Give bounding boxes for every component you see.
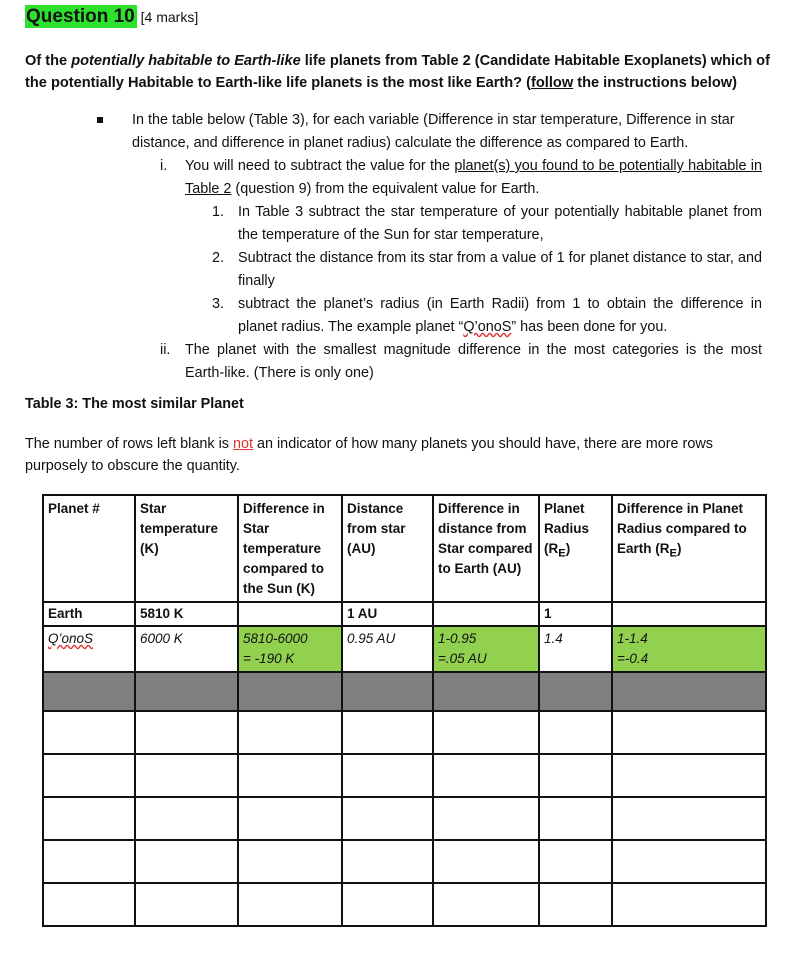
table-row [43,840,766,883]
example-diff-temp-calc: 5810-6000 [243,631,308,646]
table-cell[interactable] [342,754,433,797]
table-cell[interactable] [238,797,342,840]
example-planet-name: Q’onoS [48,631,94,646]
note-text-b: an indicator of how many planets you should have, there are more rows purposely to obscure the quantity. [25,436,713,474]
step-3-text-a: subtract the planet’s radius (in Earth Radii) from 1 to obtain the difference in planet radius. The example planet “ [238,296,762,335]
step-3-planet: Q’onoS [463,319,512,335]
table-cell[interactable] [612,754,766,797]
table-row-example [43,626,766,672]
question-prompt [25,50,770,94]
table-cell[interactable] [539,797,612,840]
header-diff-radius-text: Difference in Planet Radius compared to Earth (R [617,501,747,556]
example-diff-temp-result: = -190 K [243,651,295,666]
note-text-a: The number of rows left blank is [25,436,233,452]
table-cell[interactable] [43,754,135,797]
blank-rows-note [25,433,765,477]
step-3-number: 3. [212,296,225,312]
instruction-i-text-a: You will need to subtract the value for the [185,158,455,174]
header-planet: Planet # [43,495,135,602]
instruction-i-number: i. [160,158,168,174]
table-cell[interactable] [342,883,433,926]
table-cell[interactable] [135,711,238,754]
header-diff-radius-sub: E [669,547,678,560]
step-1: In Table 3 subtract the star temperature of your potentially habitable planet from the temperature of the Sun for star temperature, [238,204,762,243]
table-cell[interactable] [238,840,342,883]
cell-example-diff-radius [612,626,766,672]
table-cell[interactable] [43,711,135,754]
table-row-earth [43,602,766,626]
instruction-ii-number: ii. [160,342,171,358]
table-cell[interactable] [539,883,612,926]
cell-earth-diff-temp [238,602,342,626]
table-cell[interactable] [43,797,135,840]
prompt-text-3: the instructions below) [573,75,737,91]
table-header-row [43,495,766,602]
table-cell[interactable] [612,797,766,840]
prompt-emphasis: potentially habitable to Earth-like [71,53,301,69]
table-cell[interactable] [612,840,766,883]
table-row-separator [43,672,766,711]
example-diff-dist-result: =.05 AU [438,651,487,666]
bullet-icon [97,117,103,123]
table-row [43,711,766,754]
table-cell[interactable] [433,797,539,840]
table-cell[interactable] [135,754,238,797]
cell-example-diff-temp [238,626,342,672]
header-star-temp: Star temperature (K) [135,495,238,602]
cell-earth-diff-dist [433,602,539,626]
cell-earth-temp: 5810 K [135,602,238,626]
prompt-text-2: life planets from Table 2 (Candidate Habitable Exoplanets) which of the potentially Habitable to Earth-like life planets is the most like Earth? ( [25,53,770,91]
table-cell[interactable] [612,711,766,754]
table-cell[interactable] [342,840,433,883]
cell-earth-diff-radius [612,602,766,626]
header-diff-radius [612,495,766,602]
table-cell[interactable] [135,840,238,883]
table-3 [42,494,767,927]
cell-example-dist: 0.95 AU [342,626,433,672]
table-cell[interactable] [433,754,539,797]
table-cell[interactable] [433,840,539,883]
table-caption: Table 3: The most similar Planet [25,396,244,412]
header-radius-close: ) [565,541,571,556]
step-3-text-b: ” has been done for you. [511,319,668,335]
question-header [25,6,198,28]
table-cell[interactable] [135,883,238,926]
header-distance: Distance from star (AU) [342,495,433,602]
prompt-text-1: Of the [25,53,72,69]
step-2-number: 2. [212,250,225,266]
table-cell[interactable] [238,883,342,926]
instruction-bullet: In the table below (Table 3), for each variable (Difference in star temperature, Difference in star distance, and difference in planet radius) calculate the difference as compared to Earth. [132,112,735,151]
table-cell[interactable] [342,797,433,840]
table-cell[interactable] [612,883,766,926]
header-diff-radius-close: ) [677,541,682,556]
step-1-number: 1. [212,204,225,220]
cell-example-temp: 6000 K [135,626,238,672]
prompt-follow: follow [531,75,574,91]
cell-example-diff-dist [433,626,539,672]
header-radius [539,495,612,602]
question-title: Question 10 [26,6,135,27]
instruction-i [185,155,762,201]
table-cell[interactable] [238,711,342,754]
question-marks: [4 marks] [140,9,199,25]
table-row [43,883,766,926]
table-cell[interactable] [433,711,539,754]
instruction-i-text-b: (question 9) from the equivalent value for Earth. [231,181,540,197]
cell-example-radius: 1.4 [539,626,612,672]
table-cell[interactable] [238,754,342,797]
table-cell[interactable] [539,711,612,754]
header-radius-text: Planet Radius (R [544,501,590,556]
table-cell[interactable] [43,883,135,926]
table-row [43,754,766,797]
table-cell[interactable] [135,797,238,840]
table-cell[interactable] [43,840,135,883]
header-radius-sub: E [558,547,566,560]
cell-earth-dist: 1 AU [342,602,433,626]
header-diff-distance: Difference in distance from Star compared to Earth (AU) [433,495,539,602]
cell-earth-planet: Earth [43,602,135,626]
table-cell[interactable] [539,754,612,797]
cell-example-planet [43,626,135,672]
example-diff-radius-calc: 1-1.4 [617,631,648,646]
cell-earth-radius: 1 [539,602,612,626]
header-diff-temp: Difference in Star temperature compared to the Sun (K) [238,495,342,602]
example-diff-radius-result: =-0.4 [617,651,649,666]
table-cell[interactable] [539,840,612,883]
instruction-i-underlined: planet(s) you found to be potentially habitable in Table 2 [185,158,762,197]
example-diff-dist-calc: 1-0.95 [438,631,477,646]
step-3 [238,293,762,339]
table-row [43,797,766,840]
step-2: Subtract the distance from its star from a value of 1 for planet distance to star, and finally [238,250,762,289]
table-cell[interactable] [342,711,433,754]
table-cell[interactable] [433,883,539,926]
instruction-ii: The planet with the smallest magnitude difference in the most categories is the most Earth-like. (There is only one) [185,342,762,381]
note-not: not [232,436,253,452]
